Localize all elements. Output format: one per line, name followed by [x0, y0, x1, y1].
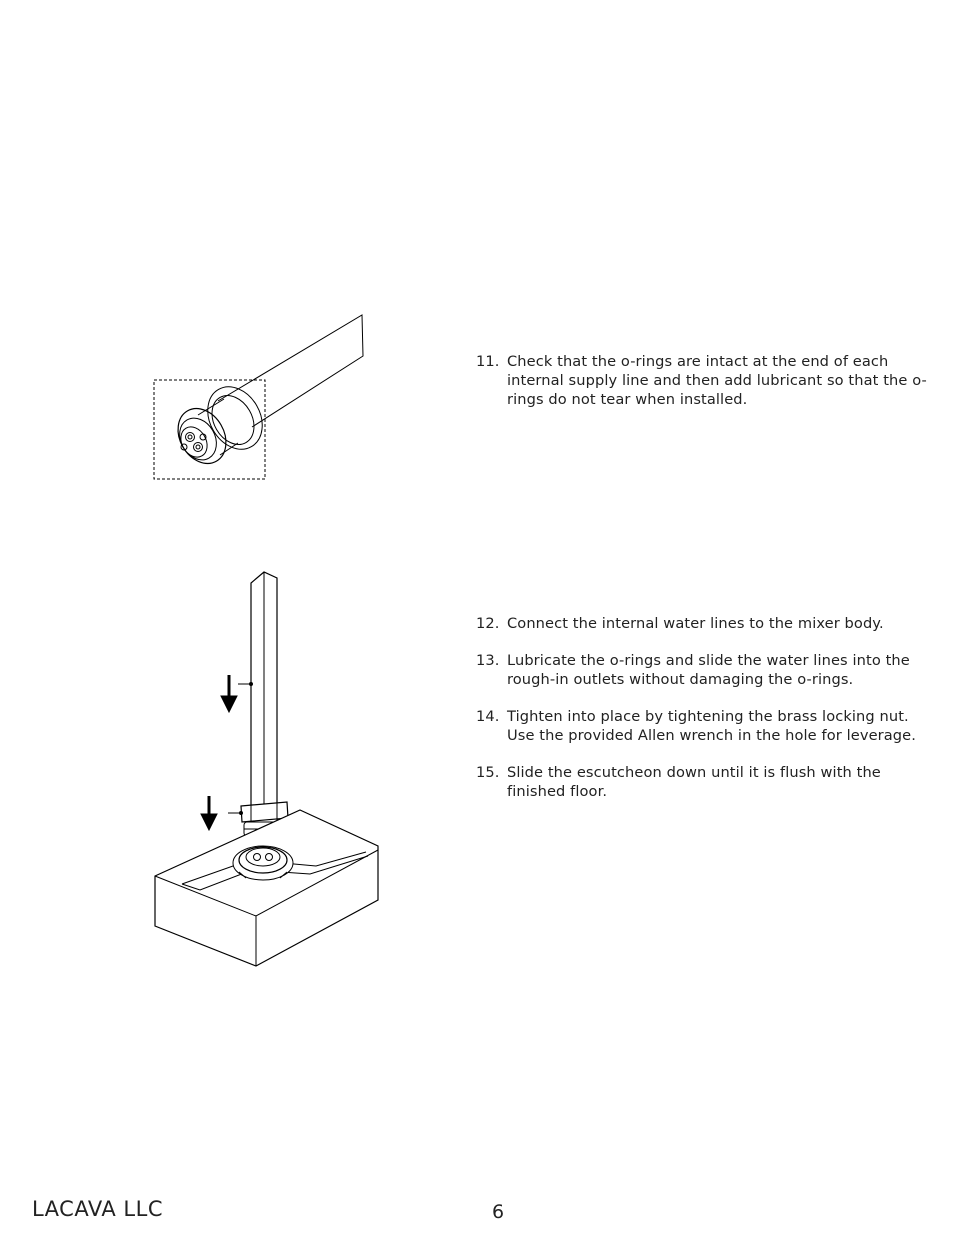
instruction-step	[476, 763, 936, 801]
instruction-step	[476, 707, 936, 745]
step-text: Check that the o-rings are intact at the end of each internal supply line and then add lubricant so that the o-rings do not tear when installed.	[507, 353, 927, 408]
step-number: 12.	[476, 615, 500, 632]
page-number: 6	[492, 1201, 505, 1223]
instruction-steps-group-b	[476, 614, 936, 819]
step-text: Lubricate the o-rings and slide the water lines into the rough-in outlets without damaging the o-rings.	[507, 652, 910, 688]
step-text: Slide the escutcheon down until it is flush with the finished floor.	[507, 764, 881, 800]
step-number: 13.	[476, 652, 500, 669]
step-number: 14.	[476, 708, 500, 725]
water-line-installation-illustration	[140, 560, 400, 980]
arrow-down-icon	[201, 796, 217, 830]
oring-detail-illustration	[140, 305, 380, 490]
instruction-step	[476, 651, 936, 689]
step-number: 11.	[476, 353, 500, 370]
instruction-step	[476, 352, 936, 409]
step-number: 15.	[476, 764, 500, 781]
instruction-steps-group-a	[476, 352, 936, 427]
step-text: Tighten into place by tightening the brass locking nut. Use the provided Allen wrench in the hole for leverage.	[507, 708, 916, 744]
arrow-down-icon	[221, 675, 237, 712]
instruction-step	[476, 614, 936, 633]
footer-company-name: LACAVA LLC	[32, 1197, 163, 1221]
step-text: Connect the internal water lines to the mixer body.	[507, 615, 884, 632]
